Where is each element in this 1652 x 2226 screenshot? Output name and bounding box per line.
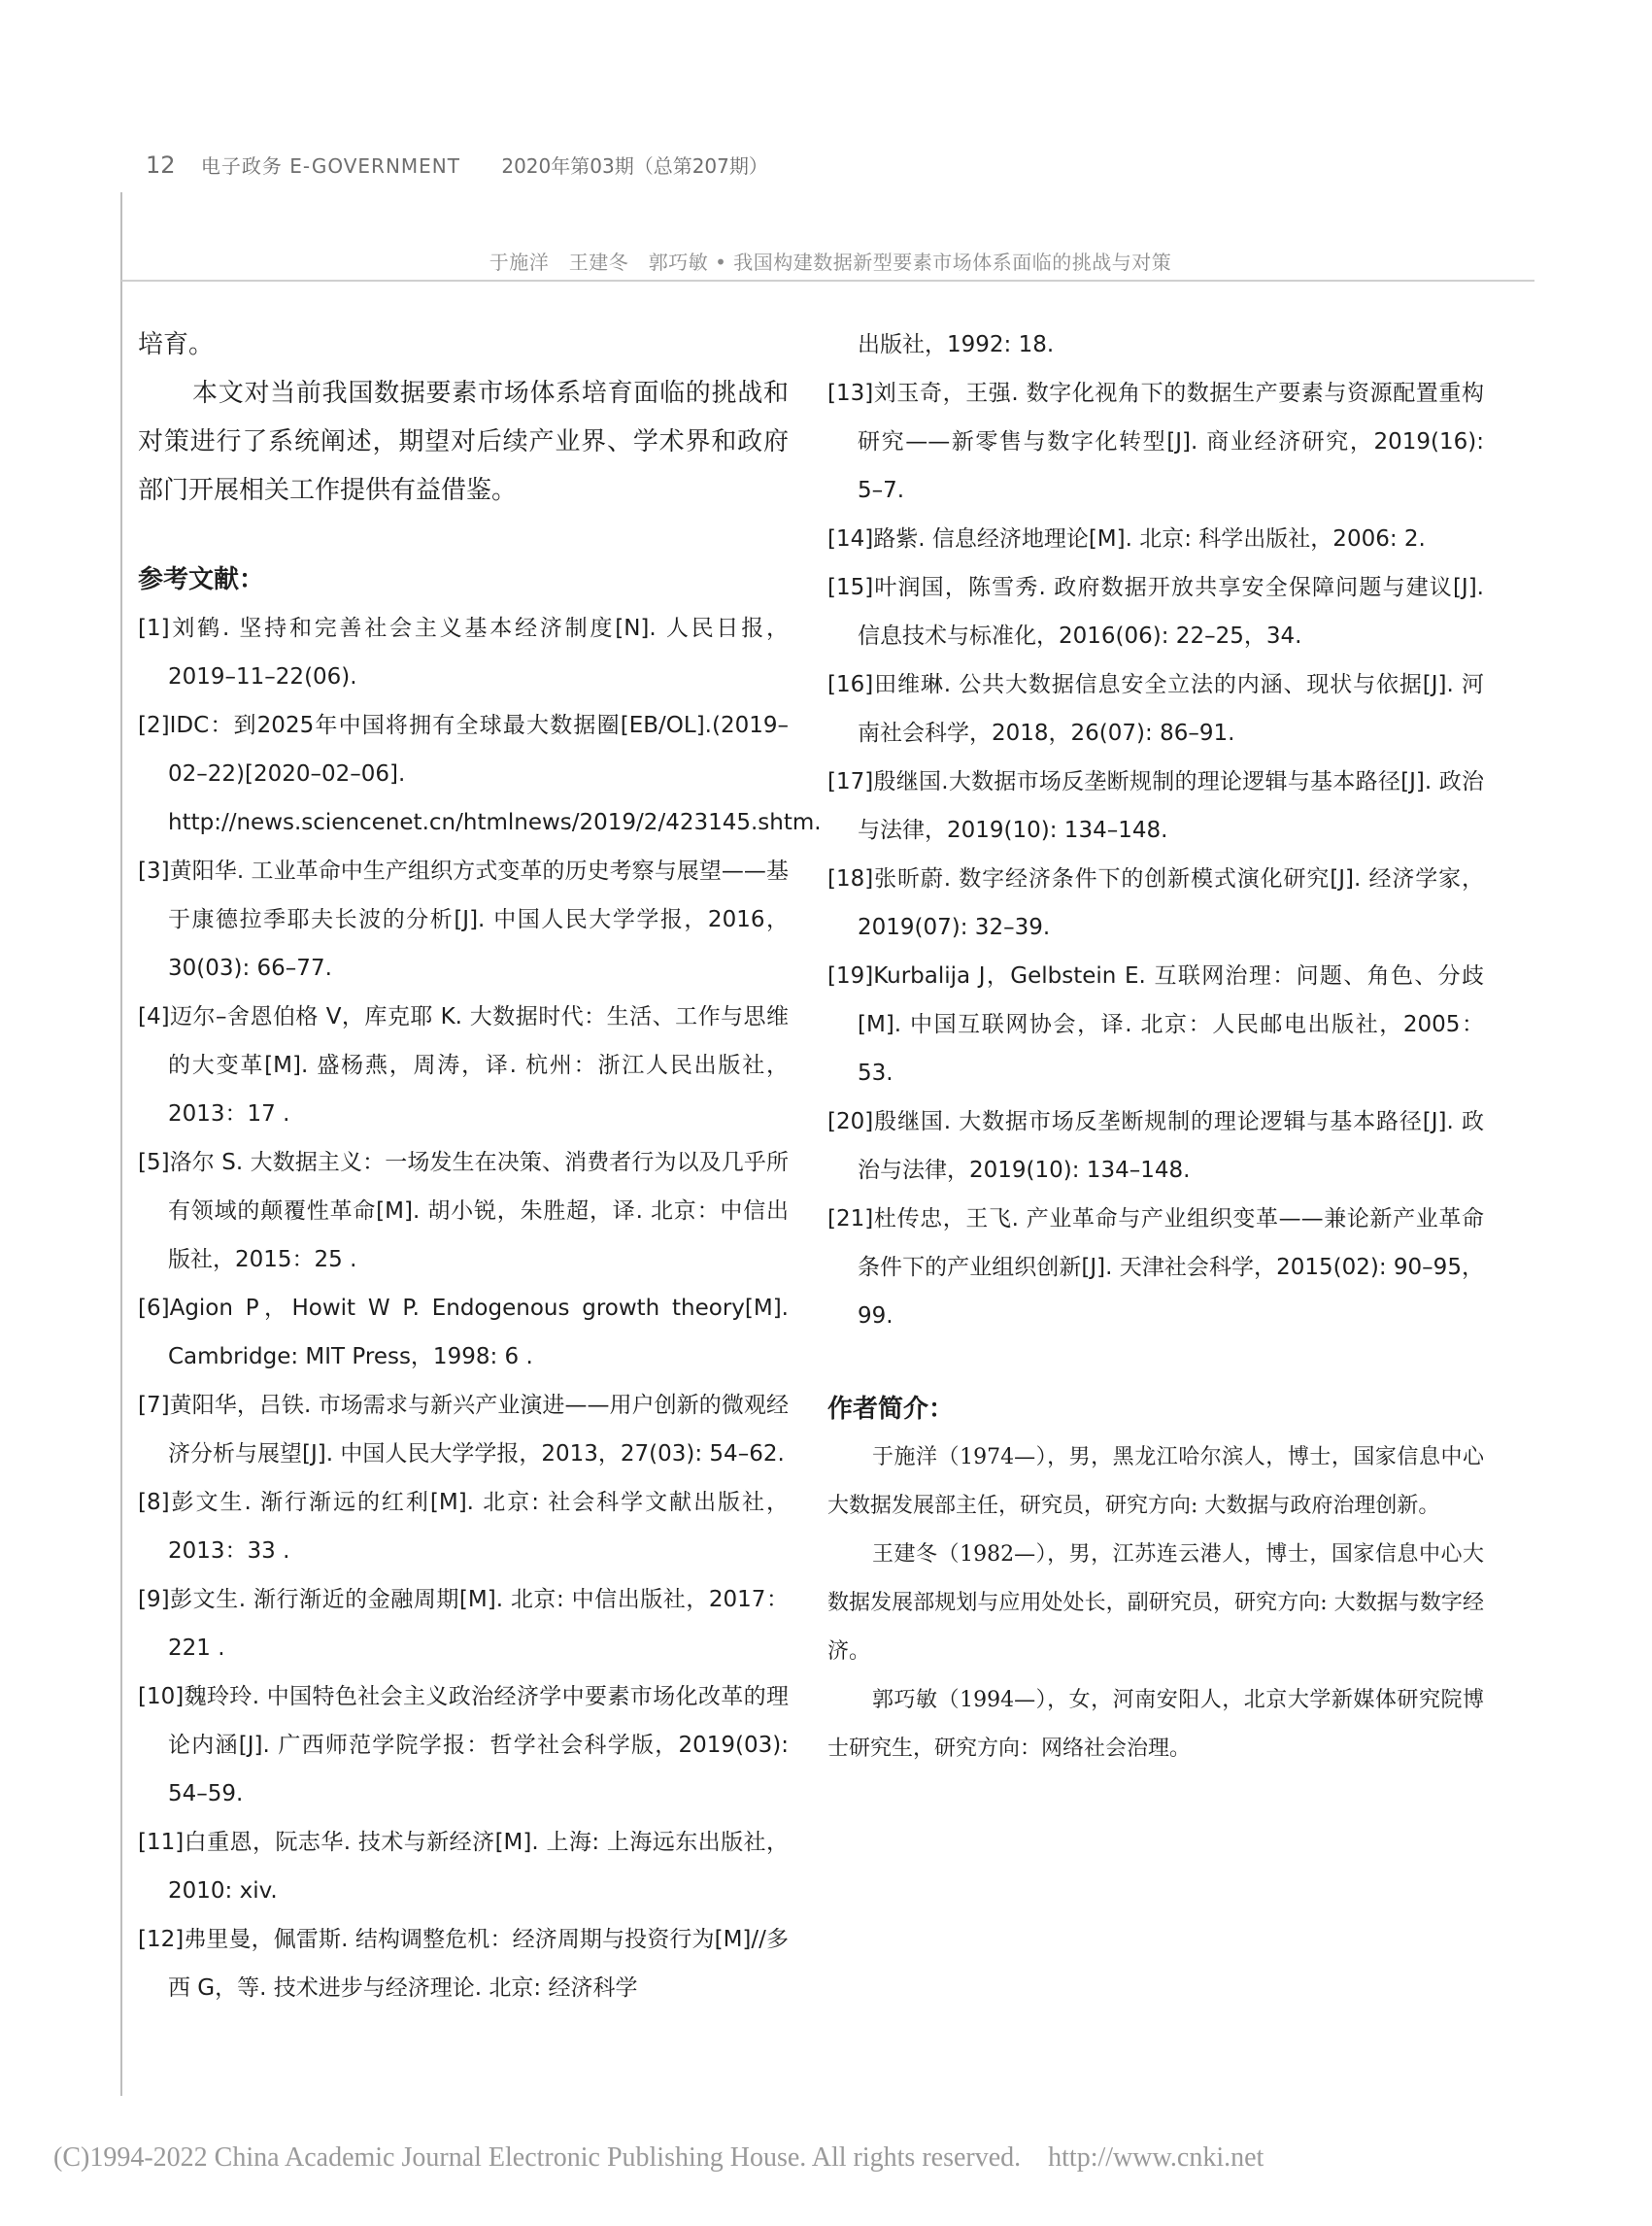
reference-item: [20]殷继国. 大数据市场反垄断规制的理论逻辑与基本路径[J]. 政治与法律，2019(10): 134–148. (827, 1109, 1484, 1183)
left-column (138, 320, 822, 2012)
page-number: 12 (146, 152, 176, 179)
reference-item: [12]弗里曼，佩雷斯. 结构调整危机：经济周期与投资行为[M]//多西 G，等. 技术进步与经济理论. 北京: 经济科学 (138, 1927, 789, 2001)
right-column (827, 320, 1484, 1773)
reference-item: [3]黄阳华. 工业革命中生产组织方式变革的历史考察与展望——基于康德拉季耶夫长波的分析[J]. 中国人民大学学报，2016，30(03): 66–77. (138, 859, 789, 981)
copyright-text: (C)1994-2022 China Academic Journal Electronic Publishing House. All rights reserved. (53, 2142, 1022, 2173)
reference-item: [15]叶润国，陈雪秀. 政府数据开放共享安全保障问题与建议[J]. 信息技术与标准化，2016(06): 22–25，34. (827, 575, 1484, 649)
reference-item: [11]白重恩，阮志华. 技术与新经济[M]. 上海: 上海远东出版社，2010: xiv. (138, 1830, 789, 1904)
authors-heading: 作者简介： (827, 1395, 955, 1424)
reference-item: [18]张昕蔚. 数字经济条件下的创新模式演化研究[J]. 经济学家，2019(07): 32–39. (827, 866, 1484, 940)
spacer (827, 1340, 1484, 1385)
journal-name: 电子政务 E-GOVERNMENT (200, 154, 460, 178)
reference-item: [13]刘玉奇，王强. 数字化视角下的数据生产要素与资源配置重构研究——新零售与数字化转型[J]. 商业经济研究，2019(16): 5–7. (827, 381, 1484, 503)
reference-continuation: 出版社，1992: 18. (858, 332, 1055, 357)
reference-item: [8]彭文生. 渐行渐远的红利[M]. 北京: 社会科学文献出版社，2013：33 . (138, 1490, 789, 1564)
reference-item: [5]洛尔 S. 大数据主义：一场发生在决策、消费者行为以及几乎所有领域的颠覆性革命[M]. 胡小锐，朱胜超，译. 北京：中信出版社，2015：25 . (138, 1150, 789, 1272)
spacer (138, 515, 789, 556)
reference-item: [21]杜传忠，王飞. 产业革命与产业组织变革——兼论新产业革命条件下的产业组织创新[J]. 天津社会科学，2015(02): 90–95，99. (827, 1206, 1484, 1329)
reference-item: [14]路紫. 信息经济地理论[M]. 北京: 科学出版社，2006: 2. (827, 526, 1426, 552)
continued-paragraph: 培育。 (138, 330, 215, 359)
page-header (146, 146, 768, 185)
reference-item: [10]魏玲玲. 中国特色社会主义政治经济学中要素市场化改革的理论内涵[J]. 广西师范学院学报：哲学社会科学版，2019(03): 54–59. (138, 1684, 789, 1806)
reference-item: [4]迈尔–舍恩伯格 V，库克耶 K. 大数据时代：生活、工作与思维的大变革[M]. 盛杨燕，周涛，译. 杭州：浙江人民出版社，2013：17 . (138, 1004, 789, 1127)
references-list-right (827, 369, 1484, 1340)
footer-url[interactable]: http://www.cnki.net (1048, 2142, 1264, 2173)
issue-info: 2020年第03期（总第207期） (501, 154, 768, 178)
author-bio: 王建冬（1982—），男，江苏连云港人，博士，国家信息中心大数据发展部规划与应用处处长，副研究员，研究方向: 大数据与数字经济。 (827, 1542, 1484, 1664)
author-bio: 郭巧敏（1994—），女，河南安阳人，北京大学新媒体研究院博士研究生，研究方向：网络社会治理。 (827, 1688, 1484, 1761)
reference-item: [16]田维琳. 公共大数据信息安全立法的内涵、现状与依据[J]. 河南社会科学，2018，26(07): 86–91. (827, 672, 1484, 746)
author-bio: 于施洋（1974—），男，黑龙江哈尔滨人，博士，国家信息中心大数据发展部主任，研究员，研究方向: 大数据与政府治理创新。 (827, 1445, 1484, 1518)
reference-item: [17]殷继国.大数据市场反垄断规制的理论逻辑与基本路径[J]. 政治与法律，2019(10): 134–148. (827, 769, 1484, 843)
conclusion-paragraph: 本文对当前我国数据要素市场体系培育面临的挑战和对策进行了系统阐述，期望对后续产业界、学术界和政府部门开展相关工作提供有益借鉴。 (138, 379, 789, 505)
reference-item: [7]黄阳华，吕铁. 市场需求与新兴产业演进——用户创新的微观经济分析与展望[J]. 中国人民大学学报，2013，27(03): 54–62. (138, 1393, 789, 1467)
reference-item: [1]刘鹤. 坚持和完善社会主义基本经济制度[N]. 人民日报，2019–11–22(06). (138, 616, 789, 690)
reference-item: [19]Kurbalija J，Gelbstein E. 互联网治理：问题、角色、分歧[M]. 中国互联网协会，译. 北京：人民邮电出版社，2005：53. (827, 963, 1484, 1086)
reference-item: [2]IDC：到2025年中国将拥有全球最大数据圈[EB/OL].(2019–02–22)[2020–02–06]. http://news.sciencenet.cn/htmlnews/2019/2/423145.shtm. (138, 713, 822, 835)
header-divider (121, 280, 1534, 282)
references-heading: 参考文献： (138, 565, 265, 594)
running-title: 于施洋 王建冬 郭巧敏 • 我国构建数据新型要素市场体系面临的挑战与对策 (489, 251, 1172, 274)
copyright-footer (53, 2142, 1264, 2174)
reference-item: [6]Agion P，Howit W P. Endogenous growth theory[M]. Cambridge: MIT Press，1998: 6 . (138, 1296, 789, 1369)
margin-rule (120, 192, 122, 2096)
reference-item: [9]彭文生. 渐行渐近的金融周期[M]. 北京: 中信出版社，2017：221 . (138, 1587, 789, 1661)
references-list-left (138, 604, 822, 2012)
